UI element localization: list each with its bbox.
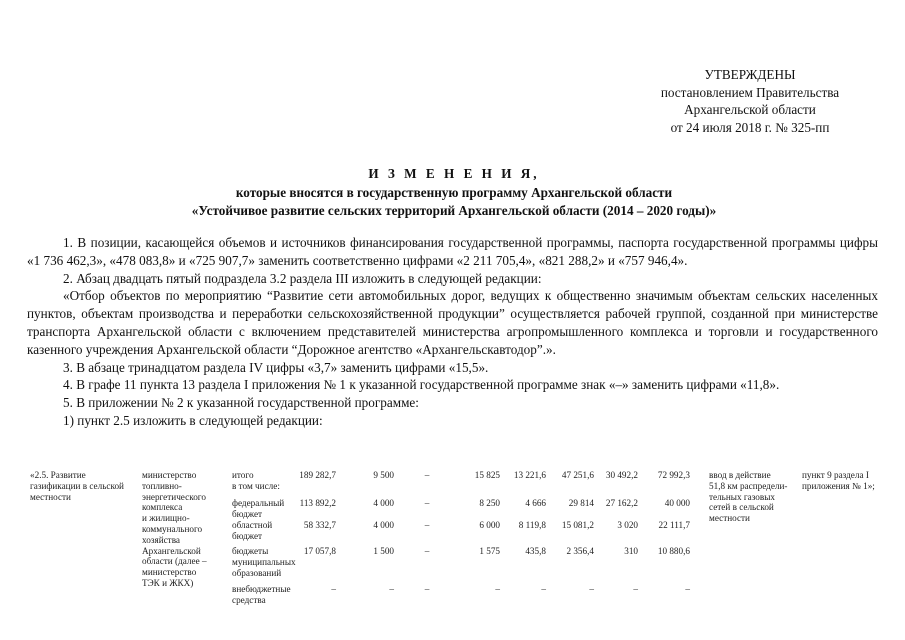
year-value: 29 814	[568, 498, 594, 508]
funding-source-line: бюджеты	[232, 546, 269, 556]
year-value: 9 500	[373, 470, 394, 480]
measure-name-line: газификации в сельской	[30, 480, 124, 491]
funding-source-line: областной	[232, 520, 273, 530]
year-value: –	[424, 470, 430, 480]
year-value: –	[589, 584, 594, 594]
program-name: «Устойчивое развитие сельских территорий Архангельской области (2014 – 2020 годы)»	[191, 203, 717, 218]
year-value: 10 880,6	[657, 546, 690, 556]
year-value: –	[424, 584, 430, 594]
paragraph-4: 3. В абзаце тринадцатом раздела IV цифры «3,7» заменить цифрами «15,5».	[63, 359, 489, 375]
year-value: 6 000	[479, 520, 500, 530]
measure-name-line: «2.5. Развитие	[30, 470, 86, 480]
year-value: –	[389, 584, 394, 594]
year-value: 72 992,3	[657, 470, 690, 480]
year-value: 435,8	[525, 546, 546, 556]
year-value: 47 251,6	[561, 470, 594, 480]
paragraph-5: 4. В графе 11 пункта 13 раздела I приложения № 1 к указанной государственной программе знак «–» заменить цифрами «11,8».	[63, 377, 780, 393]
approval-line: от 24 июля 2018 г. № 325-пп	[670, 119, 830, 135]
year-value: 8 250	[479, 498, 500, 508]
document-body	[27, 234, 878, 430]
paragraph-3: «Отбор объектов по мероприятию “Развитие сети автомобильных дорог, ведущих к общественно значимым объектам сельских населенных пунктов, объектам производства и переработки сельскохозяйственной продукции” осуществляется рабочей группой, созданной при министерстве транспорта Архангельской области с включением представителей министерства агропромышленного комплекса и торговли и государственного казенного учреждения Архангельской области “Дорожное агентство «Архангельскавтодор”.».	[27, 288, 878, 357]
year-value: –	[685, 584, 690, 594]
year-value: 40 000	[664, 498, 690, 508]
year-value: 4 000	[373, 520, 394, 530]
funding-source-line: образований	[232, 567, 282, 578]
year-value: 15 081,2	[561, 520, 594, 530]
executor-line: комплекса	[142, 502, 183, 513]
executor-line: ТЭК и ЖКХ)	[142, 578, 194, 588]
year-value: 13 221,6	[513, 470, 546, 480]
executor-line: Архангельской	[142, 545, 201, 556]
result-line: сетей в сельской	[709, 502, 774, 513]
document-subtitle: которые вносятся в государственную программу Архангельской области	[235, 185, 673, 200]
link-line: пункт 9 раздела I	[802, 470, 869, 480]
funding-source-line: внебюджетные	[232, 584, 291, 594]
result-line: 51,8 км распредели-	[709, 480, 788, 491]
measure-name-line: местности	[30, 491, 71, 502]
year-value: 1 575	[479, 546, 500, 556]
result-line: местности	[709, 513, 750, 524]
year-value: 22 111,7	[658, 520, 690, 530]
result-line: ввод в действие	[709, 470, 771, 480]
year-value: 4 666	[525, 498, 546, 508]
year-value: –	[633, 584, 638, 594]
year-value: –	[424, 520, 430, 530]
executor-line: и жилищно-	[142, 513, 190, 524]
year-value: 3 020	[617, 520, 638, 530]
year-value: 1 500	[373, 546, 394, 556]
paragraph-6: 5. В приложении № 2 к указанной государственной программе:	[63, 395, 419, 411]
year-value: 15 825	[474, 470, 500, 480]
funding-source-line: бюджет	[232, 530, 263, 541]
funding-source-line: федеральный	[232, 498, 285, 508]
year-value: 4 000	[373, 498, 394, 508]
approval-line: постановлением Правительства	[660, 84, 840, 100]
document-title: И З М Е Н Е Н И Я,	[368, 166, 540, 181]
executor-line: министерство	[142, 470, 197, 480]
year-value: –	[424, 498, 430, 508]
executor-line: хозяйства	[142, 534, 180, 545]
result-line: тельных газовых	[709, 491, 775, 502]
paragraph-1: 1. В позиции, касающейся объемов и источников финансирования государственной программы, паспорта государственной программы цифры «1 736 462,3», «478 083,8» и «725 907,7» заменить соответственно цифрами «2 211 705,4», «821 288,2» и «757 946,4».	[27, 235, 878, 268]
paragraph-2: 2. Абзац двадцать пятый подраздела 3.2 раздела III изложить в следующей редакции:	[63, 270, 542, 286]
approval-block	[620, 66, 880, 136]
executor-line: энергетического	[142, 491, 206, 502]
year-value: 8 119,8	[518, 520, 546, 530]
total-value: 58 332,7	[303, 520, 336, 530]
funding-source-line: итого	[232, 470, 254, 480]
link-line: приложения № 1»;	[802, 480, 875, 491]
total-value: 189 282,7	[299, 470, 336, 480]
approval-line: Архангельской области	[684, 102, 816, 117]
funding-source-line: бюджет	[232, 508, 263, 519]
funding-source-line: средства	[232, 594, 266, 605]
year-value: 2 356,4	[566, 546, 594, 556]
total-value: 113 892,2	[299, 498, 336, 508]
year-value: 310	[624, 546, 638, 556]
total-value: –	[331, 584, 336, 594]
executor-line: топливно-	[142, 480, 182, 491]
year-value: 27 162,2	[605, 498, 638, 508]
executor-line: министерство	[142, 567, 197, 578]
year-value: –	[541, 584, 546, 594]
paragraph-7: 1) пункт 2.5 изложить в следующей редакции:	[63, 412, 323, 428]
year-value: –	[424, 546, 430, 556]
funding-source-line: муниципальных	[232, 556, 296, 567]
executor-line: области (далее –	[142, 556, 207, 567]
total-value: 17 057,8	[303, 546, 336, 556]
approval-line: УТВЕРЖДЕНЫ	[704, 67, 796, 82]
year-value: 30 492,2	[605, 470, 638, 480]
funding-source-line: в том числе:	[232, 480, 280, 491]
executor-line: коммунального	[142, 524, 203, 534]
year-value: –	[495, 584, 500, 594]
